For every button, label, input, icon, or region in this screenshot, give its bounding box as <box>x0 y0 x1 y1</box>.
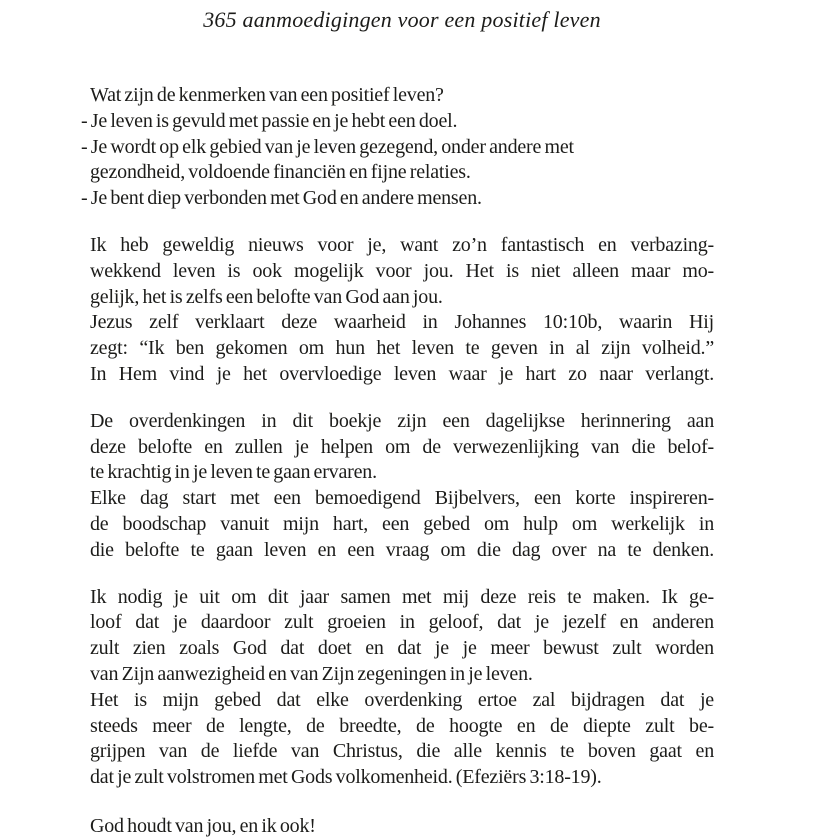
paragraph-devotional-structure <box>90 409 714 564</box>
text-line: Het is mijn gebed dat elke overdenking ertoe zal bijdragen dat je <box>90 688 714 711</box>
list-item-continuation-line: gezondheid, voldoende financiën en fijne relaties. <box>90 161 471 184</box>
text-line: deze belofte en zullen je helpen om de verwezenlijking van die belof- <box>90 435 714 458</box>
text-line: De overdenkingen in dit boekje zijn een dagelijkse herinnering aan <box>90 409 714 432</box>
text-line: Jezus zelf verklaart deze waarheid in Johannes 10:10b, waarin Hij <box>90 311 714 334</box>
list-item-line: - Je bent diep verbonden met God en andere mensen. <box>81 187 482 210</box>
text-line: Ik nodig je uit om dit jaar samen met mij deze reis te maken. Ik ge- <box>90 585 714 608</box>
text-line: te krachtig in je leven te gaan ervaren. <box>90 461 377 484</box>
text-line: wekkend leven is ook mogelijk voor jou. Het is niet alleen maar mo- <box>90 259 714 282</box>
text-line: Ik heb geweldig nieuws voor je, want zo’n fantastisch en verbazing- <box>90 233 714 256</box>
text-line: zegt: “Ik ben gekomen om hun het leven te geven in al zijn volheid.” <box>90 337 714 360</box>
text-line: gelijk, het is zelfs een belofte van God aan jou. <box>90 285 443 308</box>
text-line: Elke dag start met een bemoedigend Bijbelvers, een korte inspireren- <box>90 487 714 510</box>
page-title: 365 aanmoedigingen voor een positief leven <box>203 7 601 32</box>
list-item-line: - Je wordt op elk gebied van je leven gezegend, onder andere met <box>81 135 574 158</box>
text-line: loof dat je daardoor zult groeien in geloof, dat je jezelf en anderen <box>90 611 714 634</box>
text-line: die belofte te gaan leven en een vraag om die dag over na te denken. <box>90 538 714 561</box>
page-content <box>81 83 714 840</box>
text-line: grijpen van de liefde van Christus, die alle kennis te boven gaat en <box>90 740 714 763</box>
text-line: steeds meer de lengte, de breedte, de hoogte en de diepte zult be- <box>90 714 714 737</box>
text-line: dat je zult volstromen met Gods volkomenheid. (Efeziërs 3:18-19). <box>90 766 602 789</box>
list-item-line: - Je leven is gevuld met passie en je hebt een doel. <box>81 109 458 132</box>
text-line: Wat zijn de kenmerken van een positief leven? <box>90 84 444 106</box>
text-line: zult zien zoals God dat doet en dat je je meer bewust zult worden <box>90 637 714 660</box>
text-line: de boodschap vanuit mijn hart, een gebed om hulp om werkelijk in <box>90 512 714 535</box>
paragraph-characteristics <box>81 83 714 212</box>
closing-line <box>90 814 714 840</box>
text-line: God houdt van jou, en ik ook! <box>90 814 316 837</box>
paragraph-invitation <box>90 585 714 791</box>
text-line: In Hem vind je het overvloedige leven waar je hart zo naar verlangt. <box>90 362 714 385</box>
paragraph-good-news <box>90 233 714 388</box>
text-line: van Zijn aanwezigheid en van Zijn zegeningen in je leven. <box>90 662 533 685</box>
